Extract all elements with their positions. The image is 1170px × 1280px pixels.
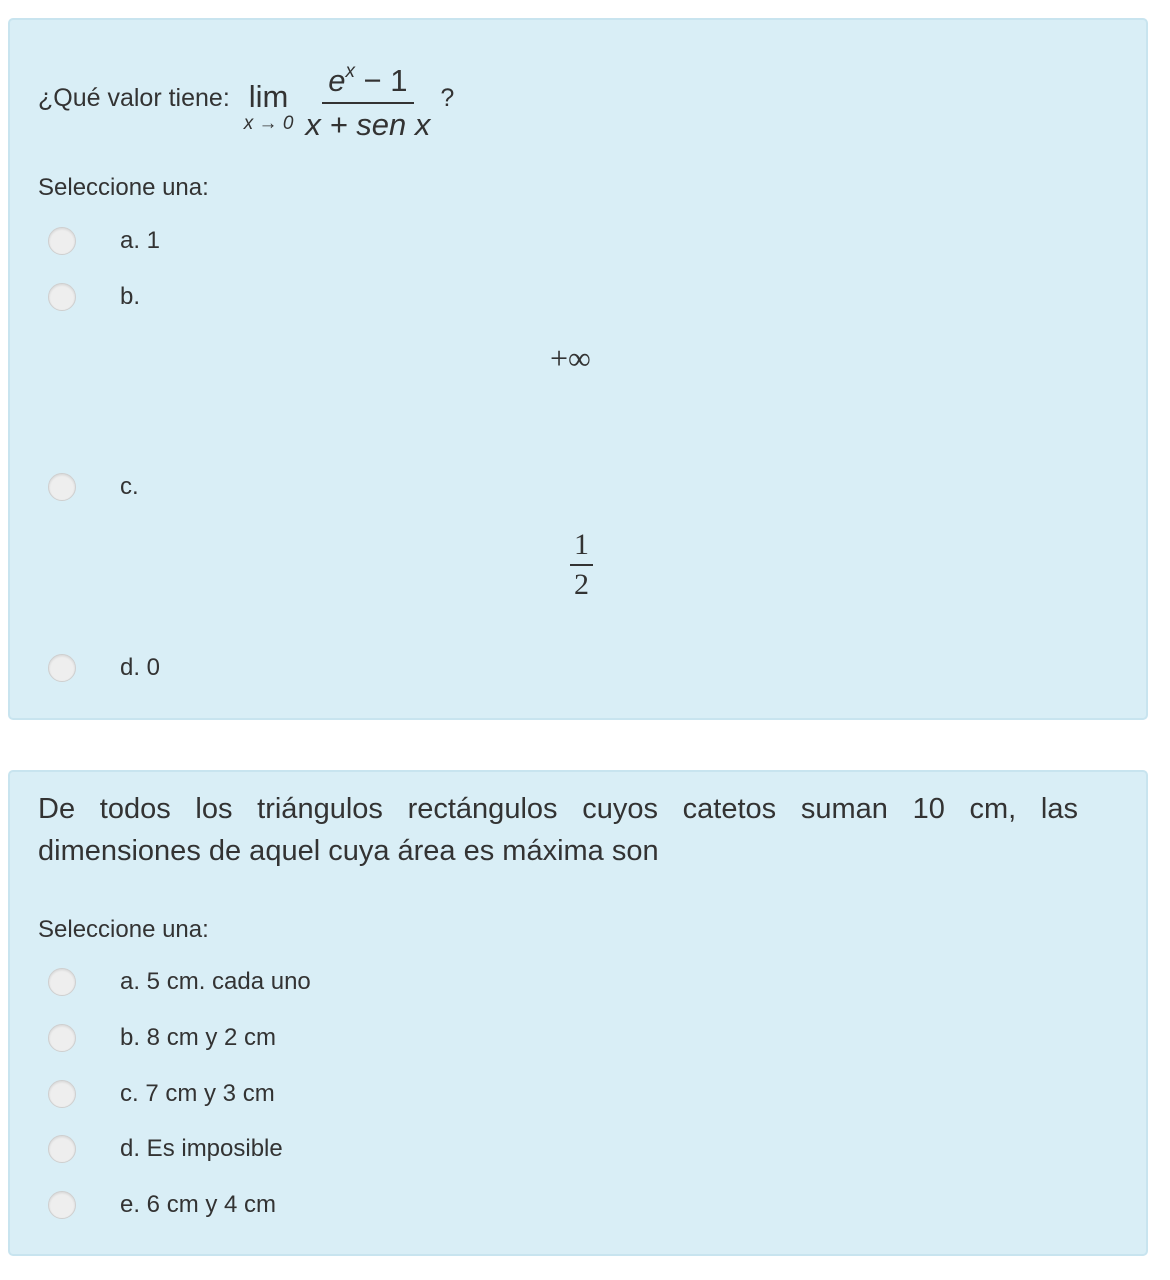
q2-option-e[interactable] (48, 1191, 276, 1219)
q2-option-e-radio[interactable] (48, 1191, 76, 1219)
select-one-label: Seleccione una: (38, 916, 209, 943)
question-1-suffix: ? (440, 83, 455, 112)
question-2-stem: De todos los triángulos rectángulos cuyos catetos suman 10 cm, las dimensiones de aquel cuya área es máxima son (38, 793, 1078, 867)
q1-option-b[interactable] (48, 283, 140, 311)
q2-option-c[interactable] (48, 1080, 275, 1108)
q1-option-d-radio[interactable] (48, 654, 76, 682)
q2-option-a[interactable] (48, 968, 311, 996)
q2-option-b[interactable] (48, 1024, 276, 1052)
q2-option-b-radio[interactable] (48, 1024, 76, 1052)
q1-option-c-math (570, 528, 593, 602)
q1-option-c-denominator: 2 (574, 568, 589, 601)
limit-subscript: x → 0 (243, 113, 294, 134)
question-card-1 (8, 18, 1148, 720)
q2-option-b-label: b. 8 cm y 2 cm (120, 1024, 277, 1051)
question-card-2 (8, 770, 1148, 1256)
limit-operator (244, 81, 294, 135)
q2-option-c-radio[interactable] (48, 1080, 76, 1108)
q2-option-e-label: e. 6 cm y 4 cm (120, 1191, 277, 1218)
select-one-label: Seleccione una: (38, 174, 209, 201)
q1-option-c[interactable] (48, 473, 139, 501)
numerator-base: e (328, 62, 346, 98)
numerator-rest: − 1 (354, 62, 408, 98)
limit-fraction (299, 53, 436, 144)
question-1-prefix: ¿Qué valor tiene: (38, 83, 230, 112)
fraction-denominator: x + sen x (305, 106, 431, 142)
q2-option-a-radio[interactable] (48, 968, 76, 996)
q1-option-d-label: d. 0 (120, 654, 161, 681)
q1-option-b-math: +∞ (550, 340, 591, 376)
q1-option-a-radio[interactable] (48, 227, 76, 255)
q1-option-d[interactable] (48, 654, 160, 682)
q1-option-c-radio[interactable] (48, 473, 76, 501)
q2-option-a-label: a. 5 cm. cada uno (120, 968, 311, 995)
q1-option-b-label: b. (120, 283, 141, 310)
q1-option-c-numerator: 1 (570, 528, 593, 566)
q1-option-a-label: a. 1 (120, 227, 161, 254)
limit-word: lim (248, 79, 289, 114)
q1-option-a[interactable] (48, 227, 160, 255)
q1-option-b-radio[interactable] (48, 283, 76, 311)
q2-option-d-radio[interactable] (48, 1135, 76, 1163)
q2-option-d-label: d. Es imposible (120, 1135, 283, 1162)
q2-option-c-label: c. 7 cm y 3 cm (120, 1080, 275, 1107)
question-1-stem (38, 48, 454, 148)
numerator-exponent: x (345, 60, 355, 82)
fraction-numerator (322, 53, 413, 104)
q1-option-c-label: c. (120, 473, 139, 500)
q2-option-d[interactable] (48, 1135, 283, 1163)
